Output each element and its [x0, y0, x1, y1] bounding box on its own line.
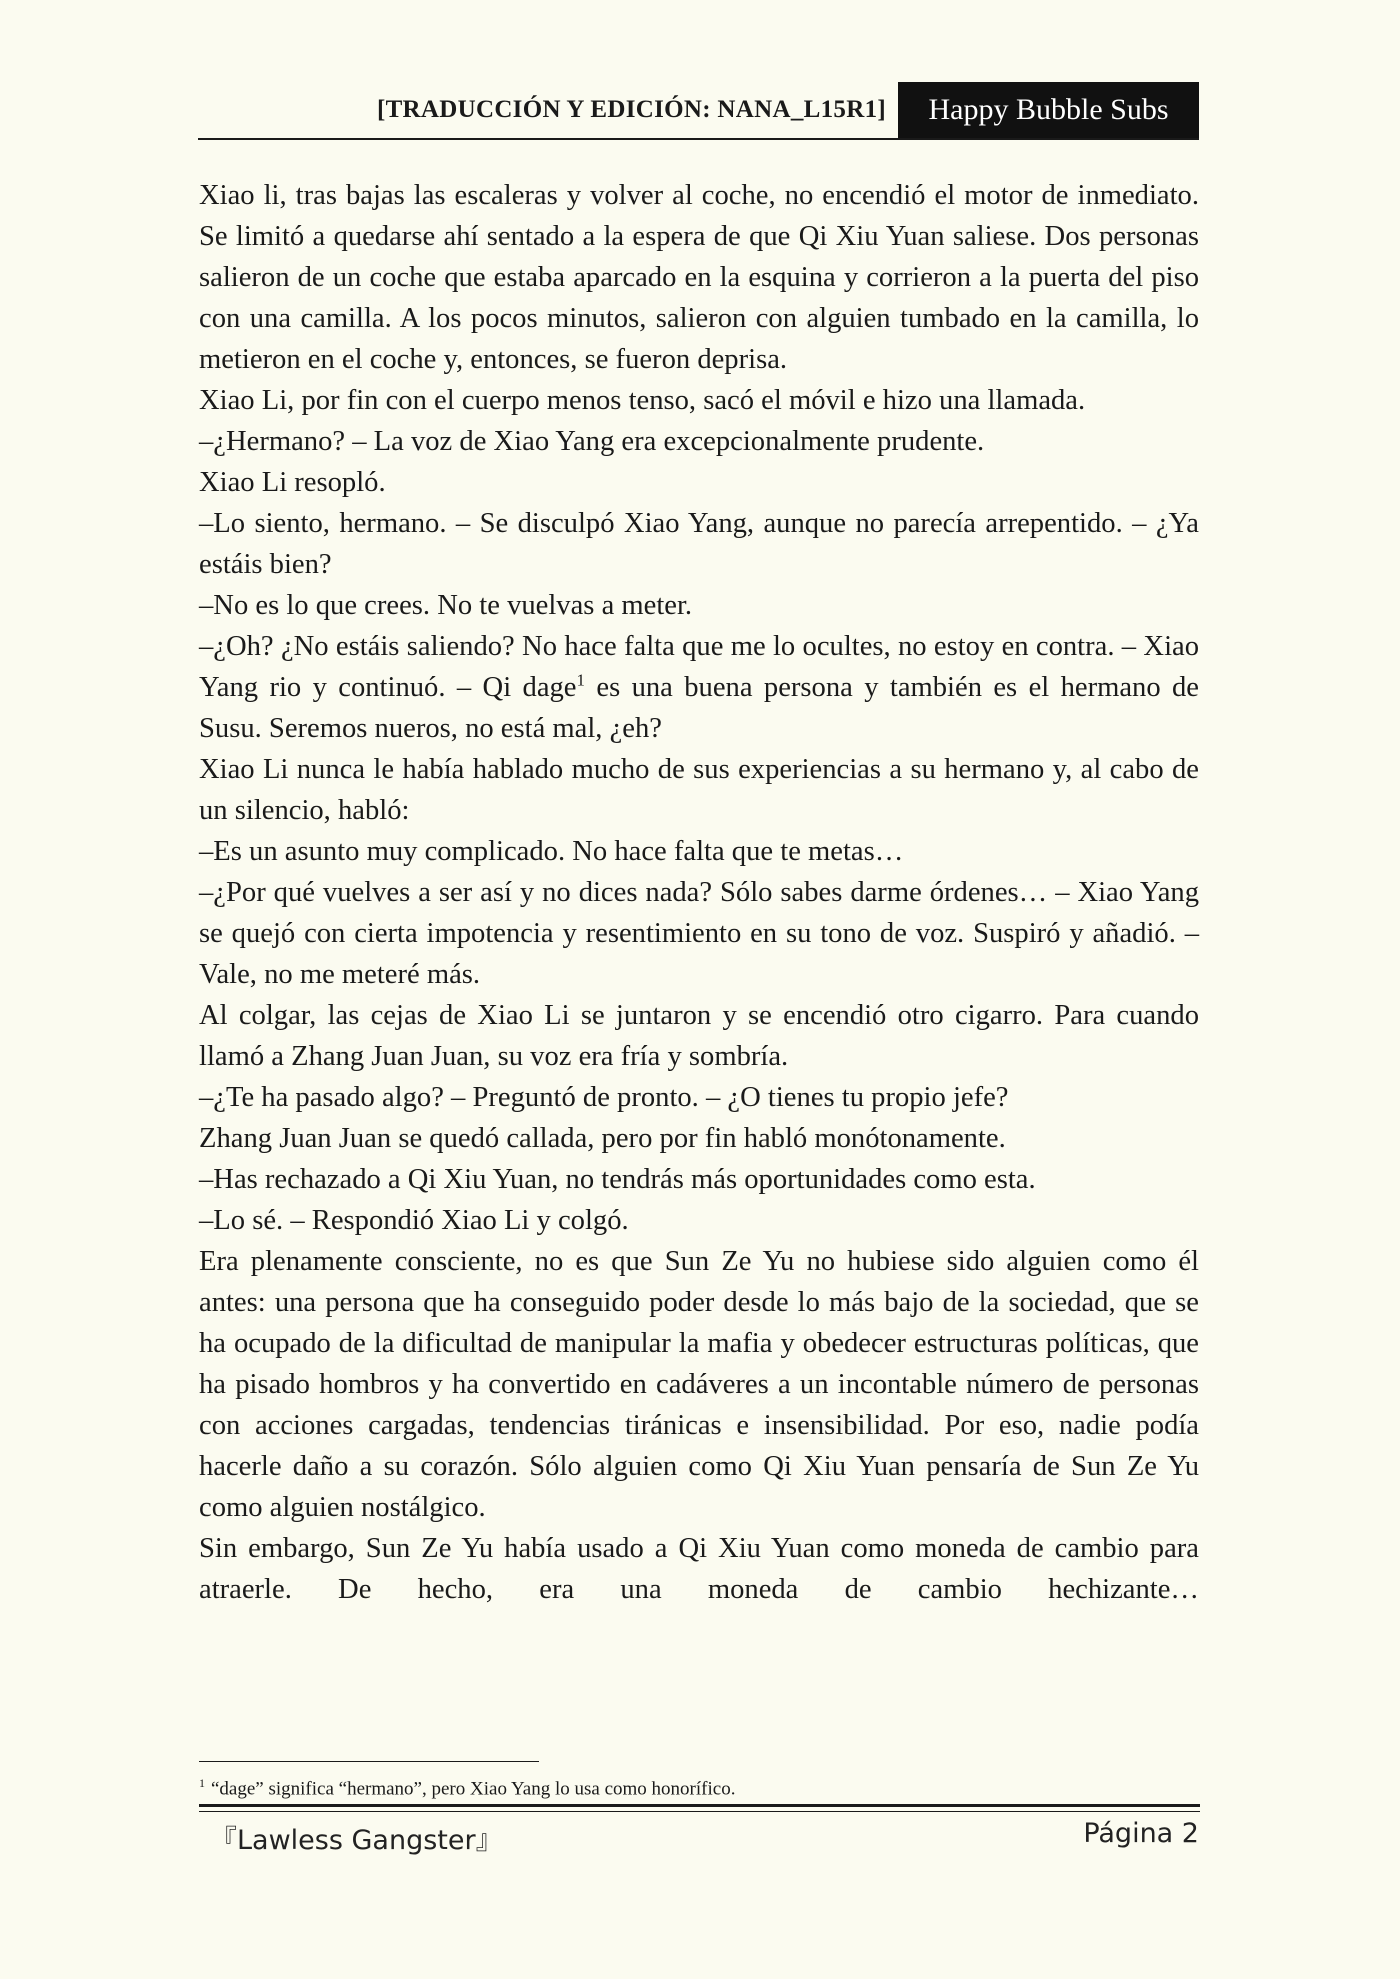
paragraph: Xiao li, tras bajas las escaleras y volver al coche, no encendió el motor de inmediato. Se limitó a quedarse ahí sentado a la espera de que Qi Xiu Yuan saliese. Dos personas salieron de un coche que estaba aparcado en la esquina y corrieron a la puerta del piso con una camilla. A los pocos minutos, salieron con alguien tumbado en la camilla, lo metieron en el coche y, entonces, se fueron deprisa.: [199, 180, 1199, 375]
paragraph: Xiao Li nunca le había hablado mucho de sus experiencias a su hermano y, al cabo de un silencio, habló:: [199, 754, 1199, 826]
footnote-number: 1: [199, 1776, 205, 1790]
paragraph: Era plenamente consciente, no es que Sun Ze Yu no hubiese sido alguien como él antes: una persona que ha conseguido poder desde lo más bajo de la sociedad, que se ha ocupado de la dificultad de manipular la mafia y obedecer estructuras políticas, que ha pisado hombros y ha convertido en cadáveres a un incontable número de personas con acciones cargadas, tendencias tiránicas e insensibilidad. Por eso, nadie podía hacerle daño a su corazón. Sólo alguien como Qi Xiu Yuan pensaría de Sun Ze Yu como alguien nostálgico.: [199, 1246, 1199, 1523]
paragraph: Al colgar, las cejas de Xiao Li se juntaron y se encendió otro cigarro. Para cuando llamó a Zhang Juan Juan, su voz era fría y sombría.: [199, 1000, 1199, 1072]
body-text: [199, 175, 1199, 1610]
paragraph: [199, 626, 1199, 749]
paragraph-text: es una buena persona y también es el hermano de Susu. Seremos nueros, no está mal, ¿eh?: [199, 672, 1199, 744]
paragraph: –Lo siento, hermano. – Se disculpó Xiao Yang, aunque no parecía arrepentido. – ¿Ya estáis bien?: [199, 508, 1199, 580]
paragraph: –¿Te ha pasado algo? – Preguntó de pronto. – ¿O tienes tu propio jefe?: [199, 1082, 1009, 1113]
paragraph-text: –¿Oh? ¿No estáis saliendo? No hace falta que me lo ocultes, no estoy en contra. – Xiao Yang rio y continuó. – Qi dage: [199, 631, 1199, 703]
paragraph: Xiao Li resopló.: [199, 467, 386, 498]
paragraph: Zhang Juan Juan se quedó callada, pero por fin habló monótonamente.: [199, 1123, 1006, 1154]
page-number: Página 2: [1083, 1818, 1199, 1849]
footnote: [199, 1776, 1199, 1800]
paragraph: –Es un asunto muy complicado. No hace falta que te metas…: [199, 836, 904, 867]
paragraph: Sin embargo, Sun Ze Yu había usado a Qi Xiu Yuan como moneda de cambio para atraerle. De hecho, era una moneda de cambio hechizante…: [199, 1533, 1199, 1605]
paragraph: –No es lo que crees. No te vuelvas a meter.: [199, 590, 693, 621]
paragraph: –¿Hermano? – La voz de Xiao Yang era excepcionalmente prudente.: [199, 426, 985, 457]
paragraph: Xiao Li, por fin con el cuerpo menos tenso, sacó el móvil e hizo una llamada.: [199, 385, 1086, 416]
footnote-reference[interactable]: 1: [576, 670, 585, 690]
paragraph: –Lo sé. – Respondió Xiao Li y colgó.: [199, 1205, 629, 1236]
footer-divider: [199, 1804, 1200, 1812]
page-header: [198, 82, 1199, 140]
translation-credit: [TRADUCCIÓN Y EDICIÓN: NANA_L15R1]: [376, 96, 886, 123]
book-title: 『Lawless Gangster』: [210, 1825, 503, 1856]
paragraph: –Has rechazado a Qi Xiu Yuan, no tendrás más oportunidades como esta.: [199, 1164, 1036, 1195]
group-name-badge: Happy Bubble Subs: [898, 82, 1199, 138]
paragraph: –¿Por qué vuelves a ser así y no dices nada? Sólo sabes darme órdenes… – Xiao Yang se quejó con cierta impotencia y resentimiento en su tono de voz. Suspiró y añadió. – Vale, no me meteré más.: [199, 877, 1199, 990]
footnote-divider: [199, 1761, 539, 1762]
footnote-text: “dage” significa “hermano”, pero Xiao Yang lo usa como honorífico.: [211, 1778, 736, 1800]
